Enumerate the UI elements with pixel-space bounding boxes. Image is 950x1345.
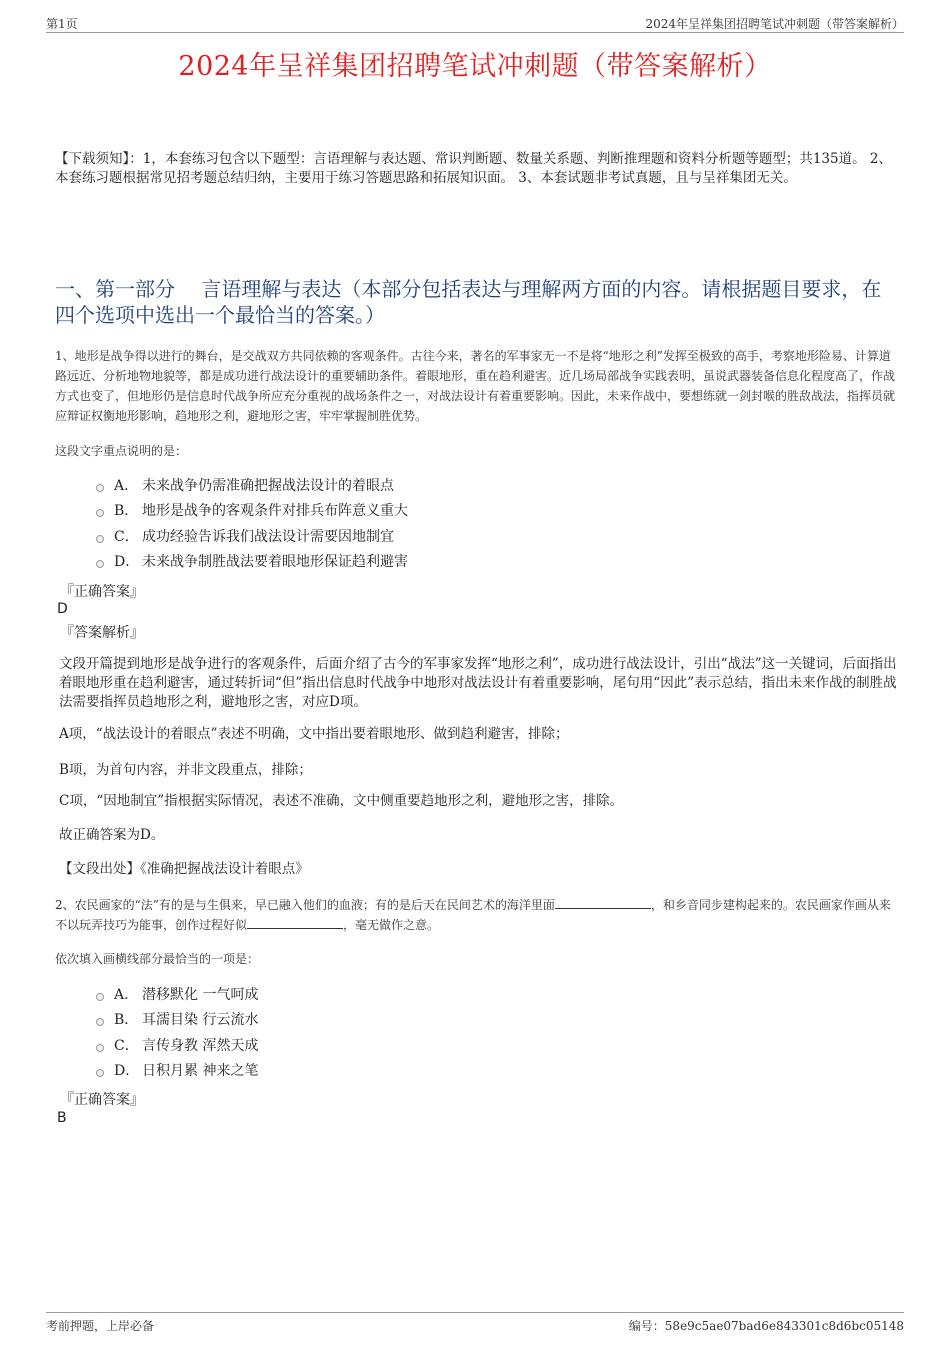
footer-slogan: 考前押题，上岸必备 [46,1319,155,1333]
question-2-options [96,981,258,1083]
question-1-stem: 1、地形是战争得以进行的舞台，是交战双方共同依赖的客观条件。古往今来，著名的军事家无一不是将“地形之利”发挥至极致的高手，考察地形险易、计算道路远近、分析地物地貌等，都是成功进行战法设计的重要辅助条件。着眼地形，重在趋利避害。近几场局部战争实践表明，虽说武器装备信息化程度高了，作战方式也变了，但地形仍是信息时代战争所应充分重视的战场条件之一，对战法设计有着重要影响。因此，未来作战中，要想练就一剑封喉的胜敌战法，指挥员就应辩证权衡地形影响，趋地形之利，避地形之害，牢牢掌握制胜优势。 [55,349,896,423]
analysis-option-c: C项，“因地制宜”指根据实际情况，表述不准确，文中侧重要趋地形之利，避地形之害，排除。 [59,793,624,809]
question-2-ask: 依次填入画横线部分最恰当的一项是： [55,952,260,966]
radio-icon[interactable] [96,484,104,492]
radio-icon[interactable] [96,1044,104,1052]
analysis-option-a: A项，“战法设计的着眼点”表述不明确，文中指出要着眼地形、做到趋利避害，排除； [59,726,569,742]
question-1-options [96,472,408,574]
section-heading: 一、第一部分 言语理解与表达（本部分包括表达与理解两方面的内容。请根据题目要求，在四个选项中选出一个最恰当的答案。） [55,277,882,327]
page-title: 2024年呈祥集团招聘笔试冲刺题（带答案解析） [178,51,772,82]
radio-icon[interactable] [96,509,104,517]
download-notice: 【下载须知】：1，本套练习包含以下题型：言语理解与表达题、常识判断题、数量关系题、判断推理题和资料分析题等题型；共135道。 2、本套练习题根据常见招考题总结归纳，主要用于练习答题思路和拓展知识面。 3、本套试题非考试真题，且与呈祥集团无关。 [55,151,892,186]
source-citation: 【文段出处】《准确把握战法设计着眼点》 [59,861,309,877]
analysis-option-b: B项，为首句内容，并非文段重点，排除； [59,762,312,778]
option-d[interactable]: D． 日积月累 神来之笔 [96,1058,258,1084]
fill-blank [247,917,343,929]
page-header [46,12,904,33]
footer-serial: 编号：58e9c5ae07bad6e843301c8d6bc05148 [628,1319,904,1333]
answer-value: B [57,1110,67,1126]
radio-icon[interactable] [96,1069,104,1077]
question-1-ask: 这段文字重点说明的是： [55,444,188,458]
option-b[interactable]: B． 地形是战争的客观条件对排兵布阵意义重大 [96,498,408,524]
option-c[interactable]: C． 成功经验告诉我们战法设计需要因地制宜 [96,523,408,549]
analysis-paragraph: 文段开篇提到地形是战争进行的客观条件，后面介绍了古今的军事家发挥“地形之利”，成功进行战法设计，引出“战法”这一关键词，后面指出着眼地形重在趋利避害，通过转折词“但”指出信息时代战争中地形对战法设计有着重要影响，尾句用“因此”表示总结，指出未来作战的制胜战法需要指挥员趋地形之利，避地形之害，对应D项。 [59,656,897,710]
option-b[interactable]: B． 耳濡目染 行云流水 [96,1007,258,1033]
option-c[interactable]: C． 言传身教 浑然天成 [96,1032,258,1058]
option-a[interactable]: A． 未来战争仍需准确把握战法设计的着眼点 [96,472,408,498]
header-doc-title: 2024年呈祥集团招聘笔试冲刺题（带答案解析） [645,17,904,31]
page-footer [46,1312,904,1335]
answer-value: D [57,601,68,617]
radio-icon[interactable] [96,560,104,568]
answer-label: 『正确答案』 [60,584,144,600]
answer-label: 『正确答案』 [60,1092,144,1108]
page-number: 第1页 [46,17,78,31]
radio-icon[interactable] [96,535,104,543]
fill-blank [555,897,651,909]
analysis-label: 『答案解析』 [60,625,144,641]
option-d[interactable]: D． 未来战争制胜战法要着眼地形保证趋利避害 [96,549,408,575]
analysis-conclusion: 故正确答案为D。 [59,827,165,843]
radio-icon[interactable] [96,993,104,1001]
radio-icon[interactable] [96,1018,104,1026]
option-a[interactable]: A． 潜移默化 一气呵成 [96,981,258,1007]
question-2-stem: 2、农民画家的“法”有的是与生俱来，早已融入他们的血液；有的是后天在民间艺术的海洋里面 ，和乡音同步建构起来的。农民画家作画从来不以玩弄技巧为能事，创作过程好似 ，毫无做作之意。 [55,898,891,932]
